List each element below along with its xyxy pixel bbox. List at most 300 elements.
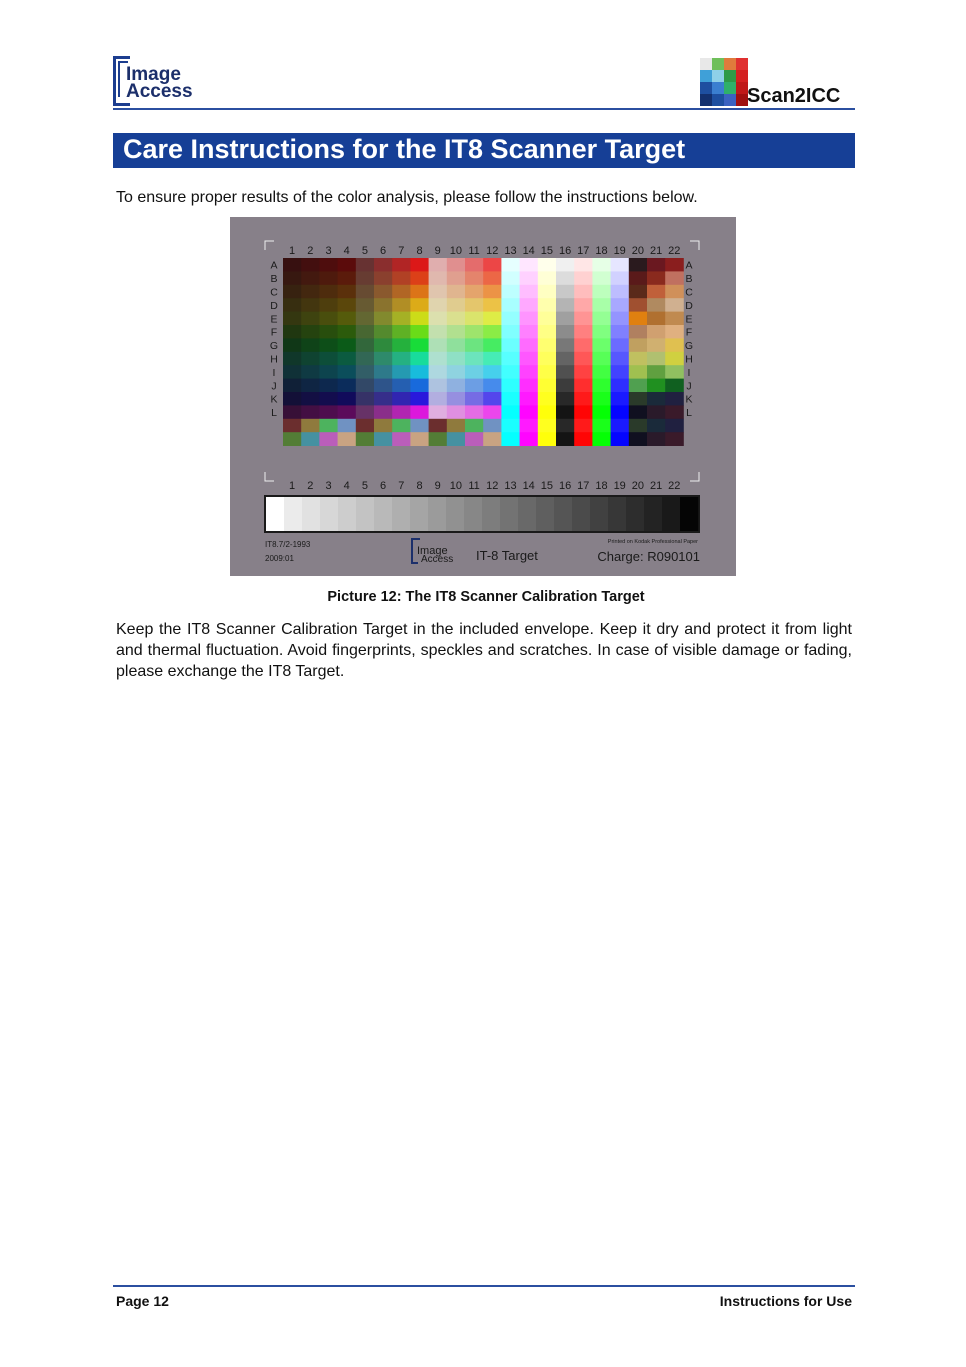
color-patch-B3 — [319, 271, 338, 285]
color-patch-extra — [665, 432, 684, 446]
color-patch-F5 — [356, 325, 375, 339]
color-patch-E19 — [611, 312, 630, 326]
color-patch-J13 — [501, 379, 520, 393]
column-label-bottom: 5 — [361, 480, 368, 492]
column-label-top: 5 — [361, 245, 368, 257]
color-patch-D11 — [465, 298, 484, 312]
color-patch-D5 — [356, 298, 375, 312]
color-patch-J2 — [301, 379, 320, 393]
color-patch-extra — [410, 432, 429, 446]
color-patch-H6 — [374, 352, 393, 366]
color-patch-E1 — [283, 312, 302, 326]
color-patch-B20 — [629, 271, 648, 285]
color-patch-K2 — [301, 392, 320, 406]
color-patch-G16 — [556, 338, 575, 352]
column-label-top: 12 — [486, 245, 499, 257]
color-patch-extra — [647, 432, 666, 446]
color-patch-B10 — [447, 271, 466, 285]
gray-step — [662, 497, 680, 531]
color-patch-C5 — [356, 285, 375, 299]
color-patch-L6 — [374, 405, 393, 419]
column-label-bottom: 9 — [434, 480, 441, 492]
color-patch-K3 — [319, 392, 338, 406]
color-patch-extra — [501, 419, 520, 433]
color-patch-A20 — [629, 258, 648, 272]
color-patch-D14 — [520, 298, 539, 312]
color-patch-L9 — [429, 405, 448, 419]
row-label-right: L — [686, 407, 692, 420]
color-patch-A4 — [338, 258, 357, 272]
color-patch-J11 — [465, 379, 484, 393]
color-patch-I8 — [410, 365, 429, 379]
color-patch-extra — [629, 432, 648, 446]
color-patch-J22 — [665, 379, 684, 393]
column-label-bottom: 19 — [613, 480, 626, 492]
logo-grid-cell — [712, 82, 724, 94]
color-patch-K11 — [465, 392, 484, 406]
row-label-left: L — [271, 407, 277, 420]
color-patch-extra — [629, 419, 648, 433]
column-label-bottom: 11 — [468, 480, 480, 492]
color-patch-E16 — [556, 312, 575, 326]
color-patch-extra — [465, 432, 484, 446]
column-label-top: 6 — [380, 245, 387, 257]
color-patch-H12 — [483, 352, 502, 366]
color-patch-H21 — [647, 352, 666, 366]
logo-grid-cell — [700, 94, 712, 106]
color-patch-D4 — [338, 298, 357, 312]
logo-grid-cell — [736, 70, 748, 82]
logo-grid-cell — [712, 70, 724, 82]
column-label-top: 13 — [504, 245, 517, 257]
color-patch-E12 — [483, 312, 502, 326]
color-patch-L2 — [301, 405, 320, 419]
color-patch-extra — [338, 419, 357, 433]
color-patch-C21 — [647, 285, 666, 299]
color-patch-J21 — [647, 379, 666, 393]
color-patch-D8 — [410, 298, 429, 312]
color-patch-K5 — [356, 392, 375, 406]
color-patch-K14 — [520, 392, 539, 406]
image-access-logo — [113, 56, 208, 106]
color-patch-J14 — [520, 379, 539, 393]
color-patch-F9 — [429, 325, 448, 339]
color-patch-extra — [611, 419, 630, 433]
color-patch-H4 — [338, 352, 357, 366]
column-label-bottom: 8 — [416, 480, 423, 492]
color-patch-E21 — [647, 312, 666, 326]
color-patch-B18 — [592, 271, 611, 285]
color-patch-H8 — [410, 352, 429, 366]
corner-mark-br — [690, 472, 699, 481]
column-label-bottom: 13 — [504, 480, 517, 492]
color-patch-L18 — [592, 405, 611, 419]
color-patch-J10 — [447, 379, 466, 393]
row-label-right: F — [685, 326, 693, 339]
color-patch-C17 — [574, 285, 593, 299]
color-patch-C1 — [283, 285, 302, 299]
paper-note: Printed on Kodak Professional Paper — [607, 539, 698, 545]
color-patch-B4 — [338, 271, 357, 285]
color-patch-C2 — [301, 285, 320, 299]
gray-step — [338, 497, 356, 531]
color-patch-H9 — [429, 352, 448, 366]
color-patch-B2 — [301, 271, 320, 285]
color-patch-extra — [665, 419, 684, 433]
color-patch-L10 — [447, 405, 466, 419]
color-patch-C11 — [465, 285, 484, 299]
scan2icc-logo — [700, 58, 856, 106]
color-patch-A16 — [556, 258, 575, 272]
color-patch-J20 — [629, 379, 648, 393]
row-label-right: E — [685, 313, 693, 326]
logo-grid-cell — [724, 82, 736, 94]
color-patch-B7 — [392, 271, 411, 285]
row-label-left: K — [270, 393, 278, 406]
color-patch-I3 — [319, 365, 338, 379]
color-patch-K8 — [410, 392, 429, 406]
color-patch-F8 — [410, 325, 429, 339]
color-patch-E5 — [356, 312, 375, 326]
color-patch-I18 — [592, 365, 611, 379]
color-patch-G6 — [374, 338, 393, 352]
color-patch-K16 — [556, 392, 575, 406]
row-label-right: K — [685, 393, 693, 406]
row-label-right: B — [685, 273, 693, 286]
color-patch-C9 — [429, 285, 448, 299]
color-patch-B8 — [410, 271, 429, 285]
column-label-top: 22 — [668, 245, 681, 257]
color-patch-J1 — [283, 379, 302, 393]
color-patch-A15 — [538, 258, 557, 272]
color-patch-extra — [429, 419, 448, 433]
row-label-right: A — [685, 259, 693, 272]
column-label-bottom: 18 — [595, 480, 608, 492]
color-patch-F3 — [319, 325, 338, 339]
column-label-bottom: 14 — [522, 480, 535, 492]
color-patch-B19 — [611, 271, 630, 285]
color-patch-E9 — [429, 312, 448, 326]
color-patch-K21 — [647, 392, 666, 406]
color-patch-F7 — [392, 325, 411, 339]
gray-step — [410, 497, 428, 531]
gray-step — [572, 497, 590, 531]
color-patch-A8 — [410, 258, 429, 272]
color-patch-C15 — [538, 285, 557, 299]
target-standard: IT8.7/2-1993 — [265, 540, 311, 549]
color-patch-extra — [520, 419, 539, 433]
color-patch-I1 — [283, 365, 302, 379]
column-label-top: 1 — [289, 245, 296, 257]
color-patch-K22 — [665, 392, 684, 406]
color-patch-D22 — [665, 298, 684, 312]
color-patch-A21 — [647, 258, 666, 272]
color-patch-E4 — [338, 312, 357, 326]
column-label-bottom: 20 — [631, 480, 645, 492]
column-label-bottom: 4 — [343, 480, 350, 492]
color-patch-H14 — [520, 352, 539, 366]
color-patch-L13 — [501, 405, 520, 419]
color-patch-I17 — [574, 365, 593, 379]
color-patch-H15 — [538, 352, 557, 366]
color-patch-E7 — [392, 312, 411, 326]
row-label-left: G — [269, 340, 279, 353]
gray-step — [518, 497, 536, 531]
color-patch-J6 — [374, 379, 393, 393]
color-patch-J4 — [338, 379, 357, 393]
color-patch-K4 — [338, 392, 357, 406]
color-patch-L17 — [574, 405, 593, 419]
color-patch-I14 — [520, 365, 539, 379]
color-patch-E3 — [319, 312, 338, 326]
color-patch-E13 — [501, 312, 520, 326]
column-label-bottom: 15 — [540, 480, 554, 492]
gray-step — [626, 497, 644, 531]
row-label-left: A — [270, 259, 278, 272]
color-patch-I6 — [374, 365, 393, 379]
color-patch-I21 — [647, 365, 666, 379]
color-patch-G5 — [356, 338, 375, 352]
color-patch-G18 — [592, 338, 611, 352]
logo-grid-cell — [700, 58, 712, 70]
color-patch-extra — [483, 432, 502, 446]
column-label-top: 4 — [343, 245, 350, 257]
row-label-right: J — [686, 380, 692, 393]
logo-grid-cell — [724, 70, 736, 82]
color-patch-K19 — [611, 392, 630, 406]
color-patch-D10 — [447, 298, 466, 312]
color-patch-extra — [556, 419, 575, 433]
row-label-left: J — [271, 380, 277, 393]
color-patch-D6 — [374, 298, 393, 312]
color-patch-I22 — [665, 365, 684, 379]
color-patch-H19 — [611, 352, 630, 366]
color-patch-G2 — [301, 338, 320, 352]
color-patch-F4 — [338, 325, 357, 339]
color-patch-G9 — [429, 338, 448, 352]
color-patch-C7 — [392, 285, 411, 299]
color-patch-A19 — [611, 258, 630, 272]
color-patch-D7 — [392, 298, 411, 312]
color-patch-G1 — [283, 338, 302, 352]
color-patch-extra — [501, 432, 520, 446]
column-label-top: 10 — [449, 245, 463, 257]
column-label-bottom: 2 — [307, 480, 314, 492]
column-label-top: 15 — [540, 245, 554, 257]
column-label-top: 7 — [398, 245, 405, 257]
color-patch-F2 — [301, 325, 320, 339]
color-patch-L7 — [392, 405, 411, 419]
gray-step — [356, 497, 374, 531]
color-patch-J5 — [356, 379, 375, 393]
color-patch-J7 — [392, 379, 411, 393]
header-divider — [113, 108, 855, 110]
color-patch-extra — [319, 419, 338, 433]
document-title: Instructions for Use — [719, 1293, 852, 1309]
figure-caption: Picture 12: The IT8 Scanner Calibration Target — [327, 589, 645, 605]
mini-logo-access: Access — [421, 554, 454, 565]
color-patch-extra — [647, 419, 666, 433]
row-label-right: G — [684, 340, 694, 353]
column-label-bottom: 16 — [558, 480, 572, 492]
color-patch-F16 — [556, 325, 575, 339]
color-patch-B9 — [429, 271, 448, 285]
color-patch-H7 — [392, 352, 411, 366]
column-label-bottom: 17 — [577, 480, 590, 492]
color-patch-A1 — [283, 258, 302, 272]
color-patch-H18 — [592, 352, 611, 366]
color-patch-extra — [392, 419, 411, 433]
color-patch-C8 — [410, 285, 429, 299]
gray-step — [554, 497, 572, 531]
gray-step — [446, 497, 464, 531]
color-patch-L21 — [647, 405, 666, 419]
color-patch-G17 — [574, 338, 593, 352]
color-patch-B11 — [465, 271, 484, 285]
color-patch-A18 — [592, 258, 611, 272]
logo-grid-cell — [700, 70, 712, 82]
color-patch-G10 — [447, 338, 466, 352]
color-patch-L16 — [556, 405, 575, 419]
color-patch-H13 — [501, 352, 520, 366]
color-patch-A6 — [374, 258, 393, 272]
color-patch-C3 — [319, 285, 338, 299]
color-patch-B16 — [556, 271, 575, 285]
color-patch-A11 — [465, 258, 484, 272]
color-patch-L8 — [410, 405, 429, 419]
color-patch-extra — [520, 432, 539, 446]
row-label-left: C — [270, 286, 278, 299]
color-patch-L12 — [483, 405, 502, 419]
color-patch-E11 — [465, 312, 484, 326]
column-label-bottom: 22 — [668, 480, 681, 492]
gray-step — [374, 497, 392, 531]
corner-mark-tr — [690, 241, 699, 250]
color-patch-extra — [374, 419, 393, 433]
color-patch-B6 — [374, 271, 393, 285]
color-patch-L19 — [611, 405, 630, 419]
logo-grid-cell — [712, 58, 724, 70]
color-patch-J3 — [319, 379, 338, 393]
logo-grid-cell — [736, 58, 748, 70]
column-label-top: 17 — [577, 245, 590, 257]
target-name: IT-8 Target — [476, 548, 538, 563]
column-label-top: 3 — [325, 245, 332, 257]
color-patch-L3 — [319, 405, 338, 419]
color-patch-D20 — [629, 298, 648, 312]
color-patch-C4 — [338, 285, 357, 299]
color-patch-extra — [447, 419, 466, 433]
gray-step — [482, 497, 500, 531]
color-patch-extra — [611, 432, 630, 446]
color-patch-A17 — [574, 258, 593, 272]
column-label-top: 2 — [307, 245, 314, 257]
color-patch-extra — [556, 432, 575, 446]
color-patch-E18 — [592, 312, 611, 326]
color-patch-extra — [574, 432, 593, 446]
color-patch-extra — [356, 419, 375, 433]
color-patch-F22 — [665, 325, 684, 339]
color-patch-D3 — [319, 298, 338, 312]
color-patch-B21 — [647, 271, 666, 285]
color-patch-I20 — [629, 365, 648, 379]
row-label-left: E — [270, 313, 278, 326]
row-label-right: C — [685, 286, 693, 299]
color-patch-G12 — [483, 338, 502, 352]
color-patch-I11 — [465, 365, 484, 379]
color-patch-H3 — [319, 352, 338, 366]
mini-logo-image: Image — [417, 545, 448, 557]
color-patch-D21 — [647, 298, 666, 312]
logo-grid-cell — [724, 94, 736, 106]
color-patch-K6 — [374, 392, 393, 406]
color-patch-B17 — [574, 271, 593, 285]
color-patch-A2 — [301, 258, 320, 272]
gray-step — [284, 497, 302, 531]
color-patch-extra — [392, 432, 411, 446]
color-patch-extra — [283, 432, 302, 446]
color-patch-G20 — [629, 338, 648, 352]
color-patch-C12 — [483, 285, 502, 299]
color-patch-F1 — [283, 325, 302, 339]
logo-grid-cell — [712, 94, 724, 106]
color-patch-C22 — [665, 285, 684, 299]
row-label-left: H — [270, 353, 278, 366]
color-patch-F19 — [611, 325, 630, 339]
color-patch-G22 — [665, 338, 684, 352]
intro-paragraph: To ensure proper results of the color analysis, please follow the instructions below. — [116, 189, 698, 206]
color-patch-F10 — [447, 325, 466, 339]
color-patch-B15 — [538, 271, 557, 285]
color-patch-F12 — [483, 325, 502, 339]
color-patch-G19 — [611, 338, 630, 352]
row-label-right: D — [685, 299, 693, 312]
color-patch-B14 — [520, 271, 539, 285]
color-patch-F20 — [629, 325, 648, 339]
color-patch-G8 — [410, 338, 429, 352]
target-charge: Charge: R090101 — [597, 549, 700, 564]
color-patch-D9 — [429, 298, 448, 312]
column-label-top: 19 — [613, 245, 626, 257]
color-patch-G3 — [319, 338, 338, 352]
color-patch-C19 — [611, 285, 630, 299]
color-patch-J16 — [556, 379, 575, 393]
color-patch-E15 — [538, 312, 557, 326]
color-patch-I13 — [501, 365, 520, 379]
column-label-bottom: 1 — [289, 480, 296, 492]
gray-step — [302, 497, 320, 531]
color-patch-I15 — [538, 365, 557, 379]
color-patch-I9 — [429, 365, 448, 379]
color-patch-J18 — [592, 379, 611, 393]
column-label-top: 16 — [558, 245, 572, 257]
color-patch-K12 — [483, 392, 502, 406]
color-patch-H2 — [301, 352, 320, 366]
color-patch-E22 — [665, 312, 684, 326]
color-patch-A13 — [501, 258, 520, 272]
gray-step — [608, 497, 626, 531]
color-patch-extra — [538, 432, 557, 446]
column-label-top: 20 — [631, 245, 645, 257]
column-label-top: 8 — [416, 245, 423, 257]
gray-step — [392, 497, 410, 531]
color-patch-C16 — [556, 285, 575, 299]
gray-step — [644, 497, 662, 531]
gray-step — [590, 497, 608, 531]
row-label-right: I — [687, 366, 691, 379]
color-patch-G15 — [538, 338, 557, 352]
color-patch-I4 — [338, 365, 357, 379]
